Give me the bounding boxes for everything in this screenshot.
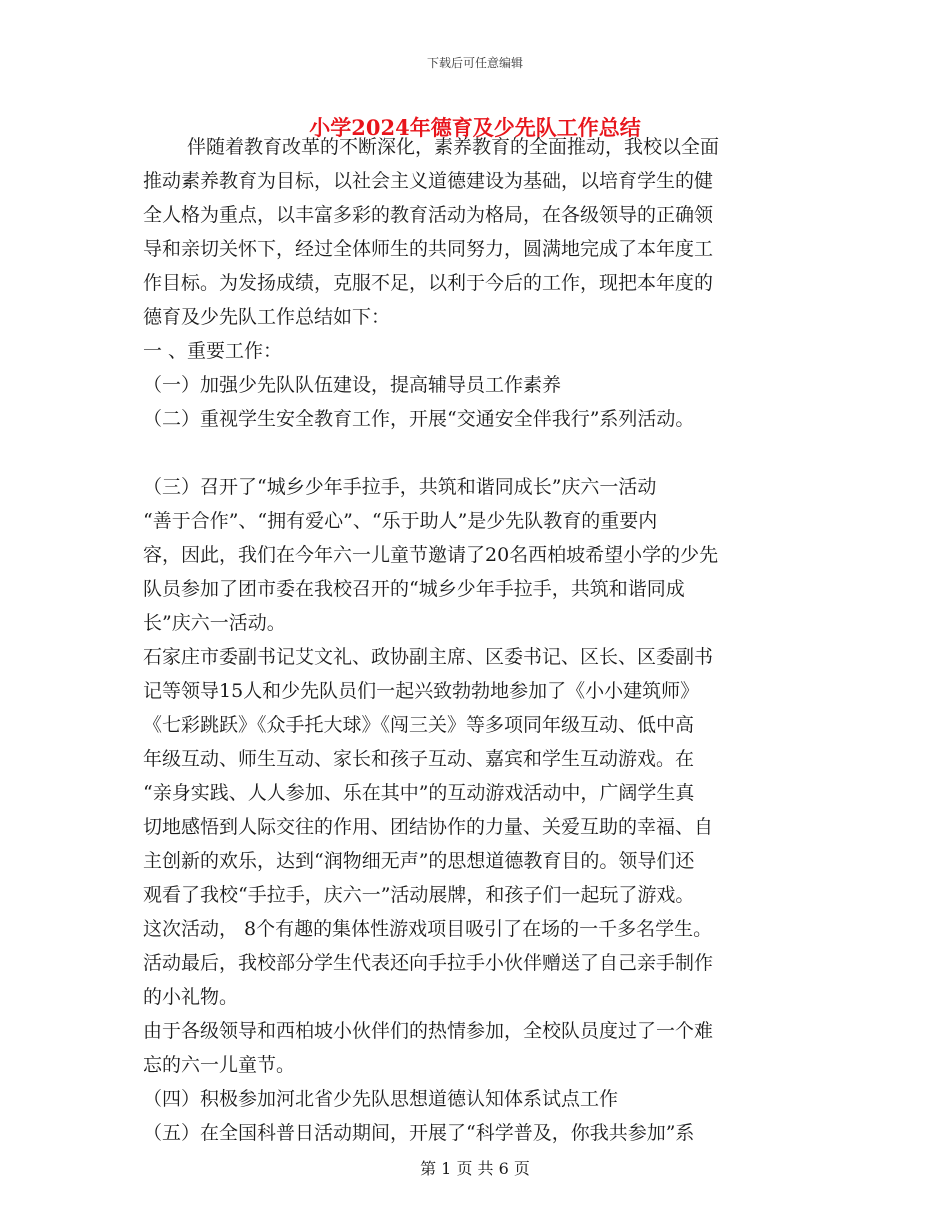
paragraph-line: 推动素养教育为目标，以社会主义道德建设为基础，以培育学生的健 <box>143 170 714 192</box>
subsection-heading: （四）积极参加河北省少先队思想道德认知体系试点工作 <box>143 1088 619 1110</box>
paragraph-line: 全人格为重点，以丰富多彩的教育活动为格局，在各级领导的正确领 <box>143 204 714 226</box>
paragraph-line: 观看了我校“手拉手，庆六一”活动展牌，和孩子们一起玩了游戏。 <box>143 884 695 906</box>
subsection-heading: （三）召开了“城乡少年手拉手，共筑和谐同成长”庆六一活动 <box>143 476 657 498</box>
paragraph-line: 长”庆六一活动。 <box>143 612 286 634</box>
paragraph-line: 队员参加了团市委在我校召开的“城乡少年手拉手，共筑和谐同成 <box>143 578 685 600</box>
paragraph-line: 忘的六一儿童节。 <box>143 1054 296 1076</box>
paragraph-line: 容，因此，我们在今年六一儿童节邀请了20名西柏坡希望小学的少先 <box>143 544 719 566</box>
paragraph-line: 伴随着教育改革的不断深化，素养教育的全面推动，我校以全面 <box>187 136 720 158</box>
paragraph-line: 主创新的欢乐，达到“润物细无声”的思想道德教育目的。领导们还 <box>143 850 695 872</box>
paragraph-line: 年级互动、师生互动、家长和孩子互动、嘉宾和学生互动游戏。在 <box>143 748 695 770</box>
paragraph-line: 由于各级领导和西柏坡小伙伴们的热情参加，全校队员度过了一个难 <box>143 1020 714 1042</box>
section-heading: 一 、重要工作： <box>143 340 283 362</box>
paragraph-line: 《七彩跳跃》《众手托大球》《闯三关》等多项同年级互动、低中高 <box>143 714 695 736</box>
paragraph-line: 德育及少先队工作总结如下： <box>143 306 391 328</box>
document-body <box>143 130 808 1150</box>
paragraph-line: “善于合作”、“拥有爱心”、“乐于助人”是少先队教育的重要内 <box>143 510 658 532</box>
paragraph-line: 作目标。为发扬成绩，克服不足，以利于今后的工作，现把本年度的 <box>143 272 714 294</box>
document-title: 小学2024年德育及少先队工作总结 <box>309 115 641 140</box>
page-header: 下载后可任意编辑 <box>426 56 523 70</box>
paragraph-line: 石家庄市委副书记艾文礼、政协副主席、区委书记、区长、区委副书 <box>143 646 714 668</box>
paragraph-line: 导和亲切关怀下，经过全体师生的共同努力，圆满地完成了本年度工 <box>143 238 714 260</box>
paragraph-line: “亲身实践、人人参加、乐在其中”的互动游戏活动中，广阔学生真 <box>143 782 695 804</box>
page-number-footer: 第 1 页 共 6 页 <box>420 1159 530 1178</box>
paragraph-line: 记等领导15人和少先队员们一起兴致勃勃地参加了《小小建筑师》 <box>143 680 700 702</box>
paragraph-line: 这次活动， 8个有趣的集体性游戏项目吸引了在场的一千多名学生。 <box>143 918 713 940</box>
subsection-heading: （一）加强少先队队伍建设，提高辅导员工作素养 <box>143 374 562 396</box>
paragraph-line: 活动最后，我校部分学生代表还向手拉手小伙伴赠送了自己亲手制作 <box>143 952 714 974</box>
subsection-heading: （五）在全国科普日活动期间，开展了“科学普及，你我共参加”系 <box>143 1122 695 1144</box>
blank-line <box>143 436 808 470</box>
subsection-heading: （二）重视学生安全教育工作，开展“交通安全伴我行”系列活动。 <box>143 408 695 430</box>
paragraph-line: 的小礼物。 <box>143 986 239 1008</box>
paragraph-line: 切地感悟到人际交往的作用、团结协作的力量、关爱互助的幸福、自 <box>143 816 714 838</box>
